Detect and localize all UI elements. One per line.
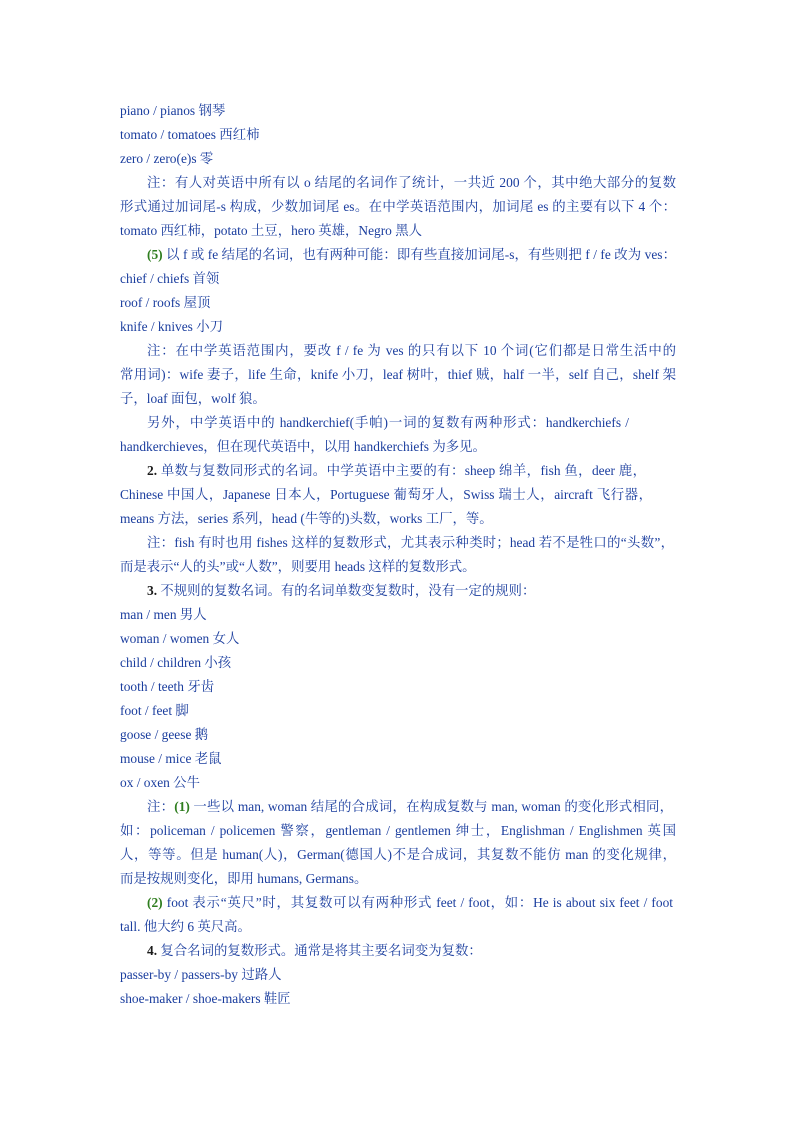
example-roof: roof / roofs 屋顶 [120, 295, 211, 310]
note-fish-line-1: 注：fish 有时也用 fishes 这样的复数形式，尤其表示种类时；head 若不是牲口的“头数”， [147, 535, 674, 550]
section-text: 复合名词的复数形式。通常是将其主要名词变为复数： [157, 943, 482, 958]
example-piano: piano / pianos 钢琴 [120, 103, 226, 118]
example-foot: foot / feet 脚 [120, 703, 189, 718]
rule-text: 以 f 或 fe 结尾的名词，也有两种可能：即有些直接加词尾-s，有些则把 f / fe 改为 ves： [162, 247, 676, 262]
example-goose: goose / geese 鹅 [120, 727, 209, 742]
section-4-heading [147, 943, 703, 959]
note-compound-line-1 [147, 799, 673, 815]
note-compound-line-4: 而是按规则变化，即用 humans, Germans。 [120, 871, 368, 886]
example-tooth: tooth / teeth 牙齿 [120, 679, 215, 694]
rule-number: (5) [147, 247, 163, 262]
note-compound-line-3: 人，等等。但是 human(人)，German(德国人)不是合成词，其复数不能仿 man 的变化规律， [120, 847, 676, 862]
example-mouse: mouse / mice 老鼠 [120, 751, 222, 766]
note-handkerchief-line-1: 另外，中学英语中的 handkerchief(手帕)一词的复数有两种形式：handkerchiefs / [147, 415, 629, 430]
example-woman: woman / women 女人 [120, 631, 240, 646]
note-f-fe-line-2: 常用词)：wife 妻子，life 生命，knife 小刀，leaf 树叶，thief 贼，half 一半，self 自己，shelf 架 [120, 367, 676, 382]
note-handkerchief-line-2: handkerchieves，但在现代英语中，以用 handkerchiefs 为多见。 [120, 439, 486, 454]
example-ox: ox / oxen 公牛 [120, 775, 200, 790]
example-tomato: tomato / tomatoes 西红柿 [120, 127, 260, 142]
note-foot-line-1 [147, 895, 673, 911]
example-zero: zero / zero(e)s 零 [120, 151, 214, 166]
example-chief: chief / chiefs 首领 [120, 271, 220, 286]
note-text: foot 表示“英尺”时，其复数可以有两种形式 feet / foot，如：He is about six feet / foot [162, 895, 673, 910]
rule-5-heading [147, 247, 676, 263]
note-number: (1) [174, 799, 190, 814]
note-foot-line-2: tall. 他大约 6 英尺高。 [120, 919, 251, 934]
section-3-heading [147, 583, 703, 599]
section-text: 单数与复数同形式的名词。中学英语中主要的有：sheep 绵羊，fish 鱼，deer 鹿， [157, 463, 646, 478]
section-number: 3. [147, 583, 158, 598]
example-knife: knife / knives 小刀 [120, 319, 224, 334]
section-text: 不规则的复数名词。有的名词单数变复数时，没有一定的规则： [157, 583, 536, 598]
example-man: man / men 男人 [120, 607, 207, 622]
section-number: 4. [147, 943, 158, 958]
note-prefix: 注： [147, 799, 175, 814]
example-shoe-maker: shoe-maker / shoe-makers 鞋匠 [120, 991, 291, 1006]
note-compound-line-2: 如：policeman / policemen 警察，gentleman / gentlemen 绅士，Englishman / Englishmen 英国 [120, 823, 676, 838]
section-2-line-3: means 方法，series 系列，head (牛等的)头数，works 工厂，等。 [120, 511, 493, 526]
note-fish-line-2: 而是表示“人的头”或“人数”，则要用 heads 这样的复数形式。 [120, 559, 476, 574]
note-o-ending-line-2: 形式通过加词尾-s 构成，少数加词尾 es。在中学英语范围内，加词尾 es 的主要有以下 4 个： [120, 199, 676, 214]
note-text: 一些以 man, woman 结尾的合成词，在构成复数与 man, woman 的变化形式相同， [189, 799, 674, 814]
note-o-ending-line-3: tomato 西红柿，potato 土豆，hero 英雄，Negro 黑人 [120, 223, 422, 238]
section-number: 2. [147, 463, 158, 478]
section-2-heading [147, 463, 646, 479]
note-f-fe-line-1: 注：在中学英语范围内，要改 f / fe 为 ves 的只有以下 10 个词(它们都是日常生活中的 [147, 343, 676, 358]
note-number: (2) [147, 895, 163, 910]
example-passer-by: passer-by / passers-by 过路人 [120, 967, 282, 982]
section-2-line-2: Chinese 中国人，Japanese 日本人，Portuguese 葡萄牙人，Swiss 瑞士人，aircraft 飞行器， [120, 487, 652, 502]
note-o-ending-line-1: 注：有人对英语中所有以 o 结尾的名词作了统计，一共近 200 个，其中绝大部分的复数 [147, 175, 676, 190]
example-child: child / children 小孩 [120, 655, 232, 670]
note-f-fe-line-3: 子，loaf 面包，wolf 狼。 [120, 391, 266, 406]
